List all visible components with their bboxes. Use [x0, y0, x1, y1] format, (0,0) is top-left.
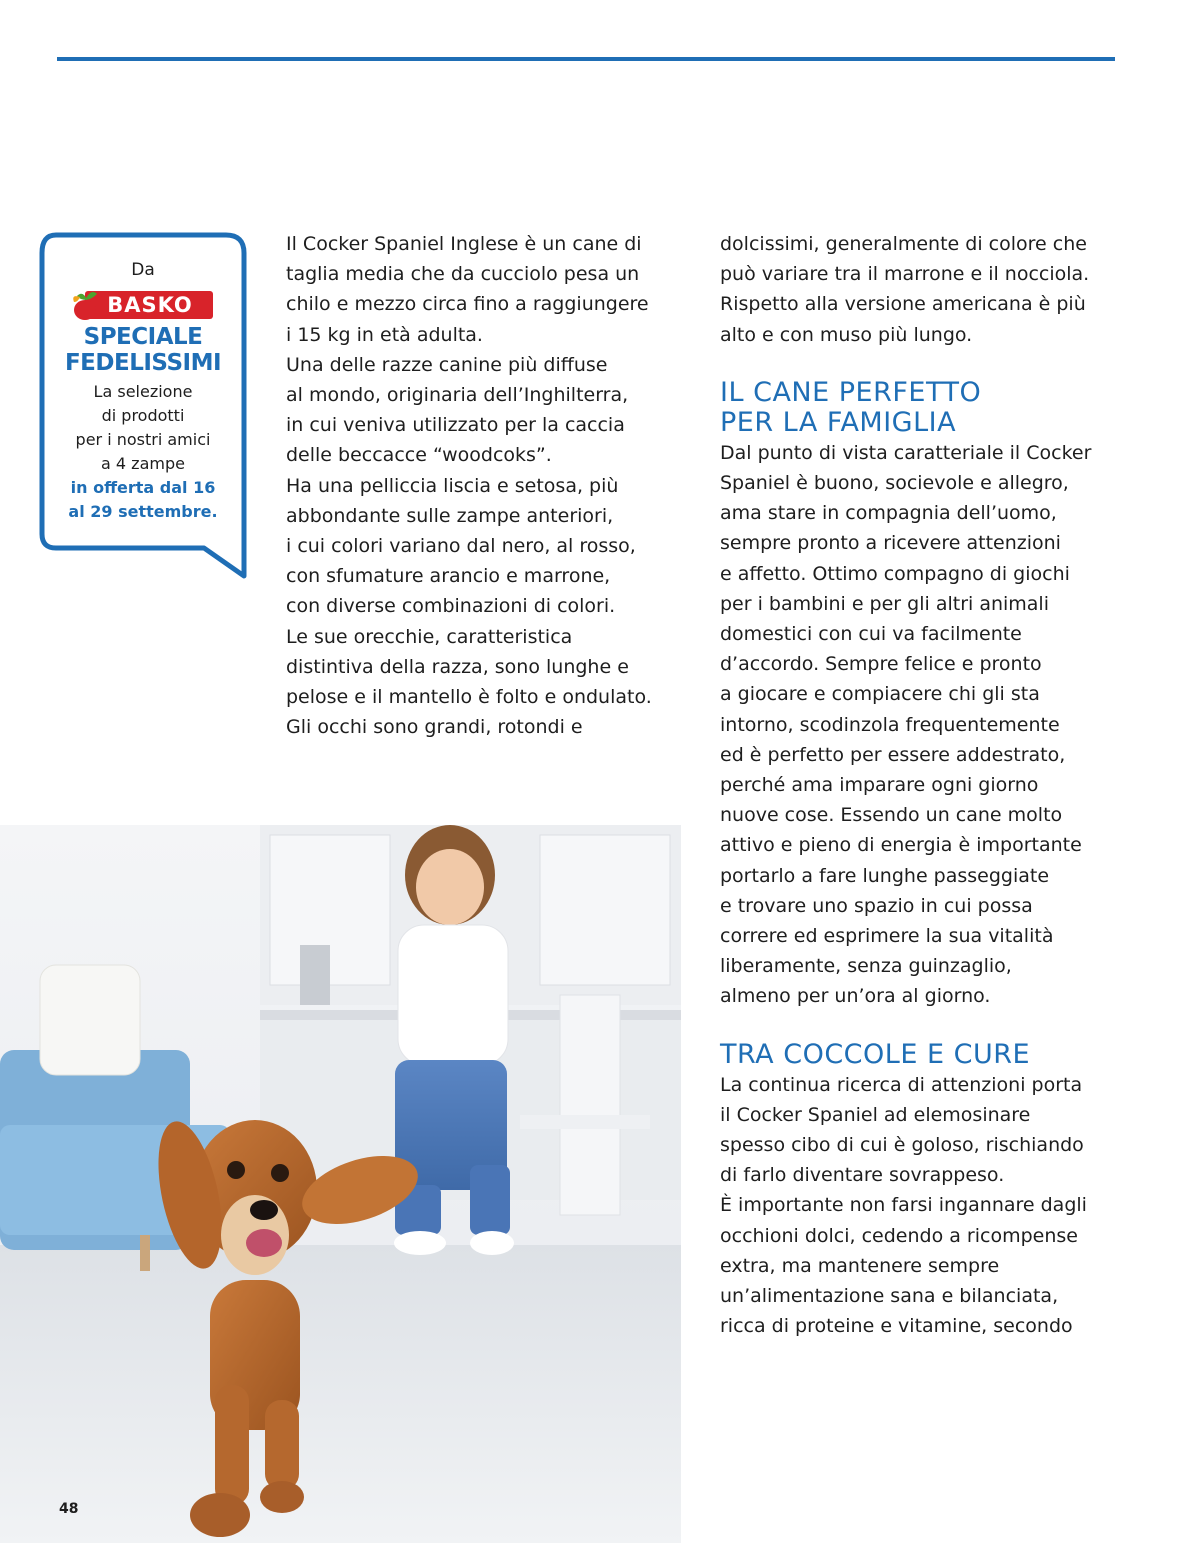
text-line: pelose e il mantello è folto e ondulato. [286, 686, 652, 709]
text-line: Gli occhi sono grandi, rotondi e [286, 716, 583, 739]
promo-title-line2: FEDELISSIMI [64, 350, 222, 376]
text-line: intorno, scodinzola frequentemente [720, 713, 1060, 736]
text-line: e affetto. Ottimo compagno di giochi [720, 562, 1070, 585]
promo-bubble [38, 232, 250, 582]
text-line: almeno per un’ora al giorno. [720, 985, 991, 1008]
promo-offer-line: al 29 settembre. [68, 502, 218, 521]
text-line: Il Cocker Spaniel Inglese è un cane di [286, 233, 642, 255]
basko-logo [71, 288, 215, 320]
text-line: liberamente, senza guinzaglio, [720, 955, 1012, 978]
text-line: di farlo diventare sovrappeso. [720, 1164, 1005, 1187]
text-line: sempre pronto a ricevere attenzioni [720, 532, 1061, 555]
promo-body-line: per i nostri amici [75, 430, 211, 449]
text-line: per i bambini e per gli altri animali [720, 592, 1049, 615]
text-line: occhioni dolci, cedendo a ricompense [720, 1224, 1078, 1247]
text-line: portarlo a fare lunghe passeggiate [720, 864, 1050, 887]
promo-body [48, 380, 238, 476]
text-line: Spaniel è buono, socievole e allegro, [720, 472, 1069, 495]
text-line: nuove cose. Essendo un cane molto [720, 804, 1063, 827]
heading-line: IL CANE PERFETTO [720, 376, 982, 408]
text-line: il Cocker Spaniel ad elemosinare [720, 1103, 1031, 1126]
promo-body-line: La selezione [93, 382, 193, 401]
promo-title-line1: SPECIALE [83, 324, 203, 350]
text-line: può variare tra il marrone e il nocciola. [720, 263, 1090, 286]
text-line: È importante non farsi ingannare dagli [720, 1194, 1087, 1217]
text-line: delle beccacce “woodcoks”. [286, 444, 552, 467]
text-line: spesso cibo di cui è goloso, rischiando [720, 1134, 1084, 1157]
text-line: i 15 kg in età adulta. [286, 323, 483, 346]
text-line: Rispetto alla versione americana è più [720, 293, 1086, 316]
article-column-2 [720, 229, 1130, 1342]
text-line: un’alimentazione sana e bilanciata, [720, 1285, 1059, 1308]
promo-body-line: di prodotti [101, 406, 185, 425]
text-line: chilo e mezzo circa fino a raggiungere [286, 293, 649, 316]
text-line: d’accordo. Sempre felice e pronto [720, 653, 1042, 676]
text-line: Dal punto di vista caratteriale il Cocker [720, 441, 1092, 464]
text-line: domestici con cui va facilmente [720, 623, 1022, 646]
text-line: correre ed esprimere la sua vitalità [720, 925, 1054, 948]
photo-illustration [0, 825, 681, 1543]
text-line: dolcissimi, generalmente di colore che [720, 233, 1087, 255]
promo-offer-line: in offerta dal 16 [70, 478, 216, 497]
text-line: Una delle razze canine più diffuse [286, 353, 608, 376]
brand-name: BASKO [107, 293, 193, 317]
text-line: ricca di proteine e vitamine, secondo [720, 1315, 1073, 1338]
text-line: e trovare uno spazio in cui possa [720, 894, 1033, 917]
section-heading-family [720, 378, 1130, 438]
text-line: a giocare e compiacere chi gli sta [720, 683, 1040, 706]
section-heading-care: TRA COCCOLE E CURE [720, 1038, 1031, 1070]
text-line: perché ama imparare ogni giorno [720, 774, 1039, 797]
text-line: ama stare in compagnia dell’uomo, [720, 502, 1057, 525]
text-line: con sfumature arancio e marrone, [286, 565, 611, 588]
top-rule [57, 57, 1115, 61]
promo-da: Da [131, 260, 155, 280]
text-line: con diverse combinazioni di colori. [286, 595, 616, 618]
heading-line: PER LA FAMIGLIA [720, 406, 957, 438]
promo-body-line: a 4 zampe [101, 454, 185, 473]
text-line: La continua ricerca di attenzioni porta [720, 1073, 1083, 1096]
text-line: Ha una pelliccia liscia e setosa, più [286, 474, 619, 497]
photo-child-and-puppy [0, 825, 681, 1543]
text-line: ed è perfetto per essere addestrato, [720, 743, 1066, 766]
text-line: al mondo, originaria dell’Inghilterra, [286, 384, 629, 407]
text-line: attivo e pieno di energia è importante [720, 834, 1082, 857]
text-line: taglia media che da cucciolo pesa un [286, 263, 640, 286]
text-line: abbondante sulle zampe anteriori, [286, 504, 614, 527]
text-line: alto e con muso più lungo. [720, 323, 973, 346]
article-column-1 [286, 229, 686, 742]
text-line: extra, ma mantenere sempre [720, 1254, 1000, 1277]
page-number: 48 [59, 1501, 79, 1517]
text-line: i cui colori variano dal nero, al rosso, [286, 535, 636, 558]
text-line: Le sue orecchie, caratteristica [286, 625, 573, 648]
text-line: distintiva della razza, sono lunghe e [286, 655, 629, 678]
text-line: in cui veniva utilizzato per la caccia [286, 414, 625, 437]
